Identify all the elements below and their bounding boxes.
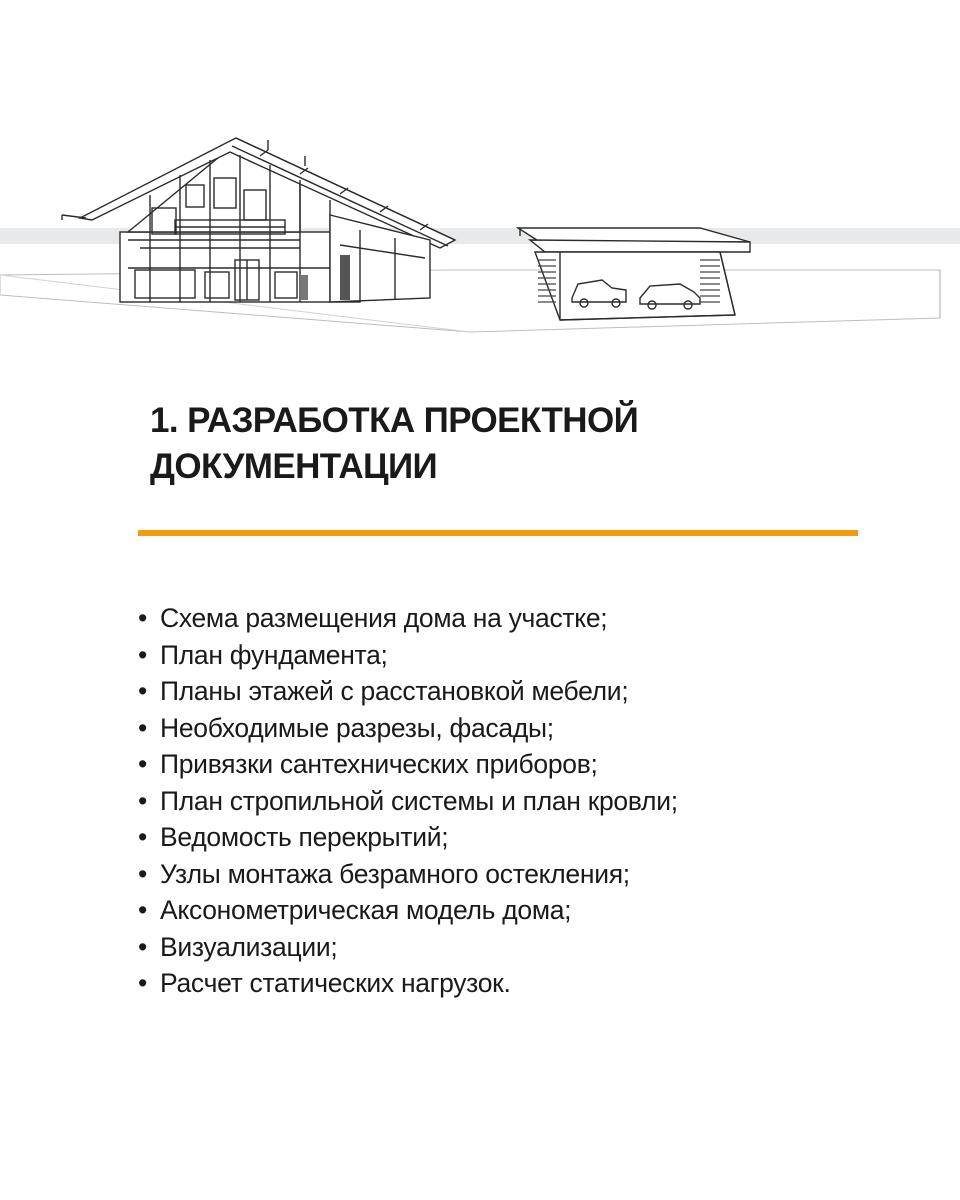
list-item: • Узлы монтажа безрамного остекления; [138,856,678,893]
title-line-2: ДОКУМЕНТАЦИИ [150,447,438,486]
house-sketch-illustration [0,120,960,340]
list-item: • Необходимые разрезы, фасады; [138,710,678,747]
deliverables-list [138,600,678,1002]
page-title [150,398,638,490]
list-item: • План стропильной системы и план кровли; [138,783,678,820]
list-item: • Аксонометрическая модель дома; [138,892,678,929]
list-item: • План фундамента; [138,637,678,674]
list-item: • Привязки сантехнических приборов; [138,746,678,783]
list-item: • Расчет статических нагрузок. [138,965,678,1002]
list-item: • Ведомость перекрытий; [138,819,678,856]
list-item: • Планы этажей с расстановкой мебели; [138,673,678,710]
list-item: • Визуализации; [138,929,678,966]
title-line-1: 1. РАЗРАБОТКА ПРОЕКТНОЙ [150,401,639,440]
list-item: • Схема размещения дома на участке; [138,600,678,637]
accent-divider [138,530,858,536]
